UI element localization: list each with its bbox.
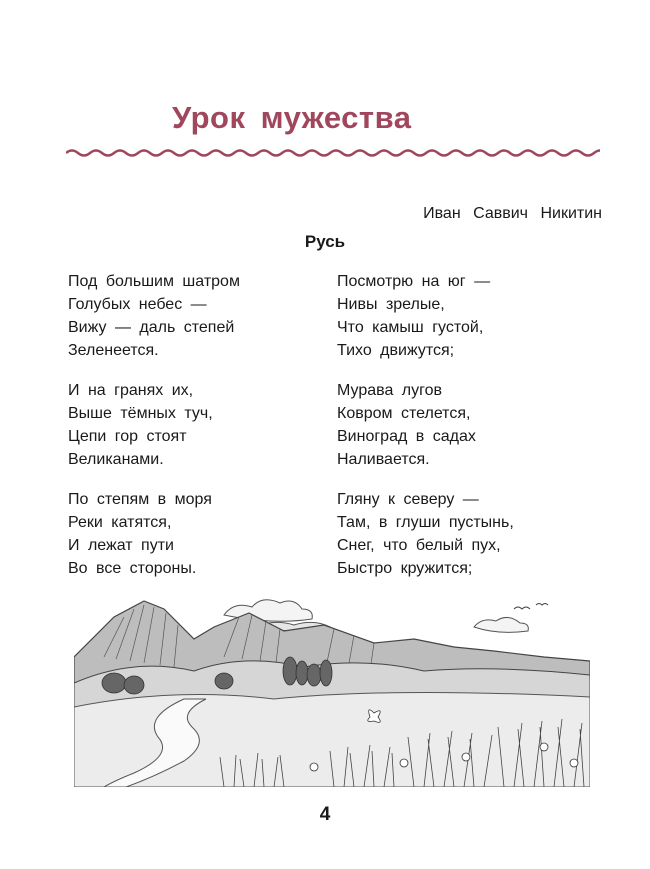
poem-line: Наливается. bbox=[337, 451, 430, 468]
stanza bbox=[337, 270, 514, 362]
stanza bbox=[68, 270, 240, 362]
poem-line: По степям в моря bbox=[68, 491, 212, 508]
poem-line: Там, в глуши пустынь, bbox=[337, 514, 514, 531]
stanza bbox=[68, 379, 240, 471]
poem-line: Ковром стелется, bbox=[337, 405, 471, 422]
poem-line: Реки катятся, bbox=[68, 514, 172, 531]
birds bbox=[514, 604, 548, 610]
poem-line: Голубых небес — bbox=[68, 296, 207, 313]
poem-line: Гляну к северу — bbox=[337, 491, 479, 508]
poem-right-column bbox=[337, 270, 514, 597]
landscape-illustration-icon bbox=[74, 587, 590, 787]
poem-author: Иван Саввич Никитин bbox=[423, 205, 602, 222]
poem-line: Нивы зрелые, bbox=[337, 296, 445, 313]
poem-title: Русь bbox=[304, 232, 346, 251]
poem-line: Мурава лугов bbox=[337, 382, 443, 399]
poem-line: Цепи гор стоят bbox=[68, 428, 187, 445]
poem-line: Тихо движутся; bbox=[337, 342, 455, 359]
poem-left-column bbox=[68, 270, 240, 597]
poem-line: Во все стороны. bbox=[68, 560, 197, 577]
page-number: 4 bbox=[319, 804, 331, 825]
poem-line: Виноград в садах bbox=[337, 428, 476, 445]
poem-line: Под большим шатром bbox=[68, 273, 240, 290]
stanza bbox=[68, 488, 240, 580]
poem-line: Снег, что белый пух, bbox=[337, 537, 501, 554]
poem-line: И на гранях их, bbox=[68, 382, 194, 399]
poem-line: И лежат пути bbox=[68, 537, 174, 554]
stanza bbox=[337, 379, 514, 471]
poem-line: Быстро кружится; bbox=[337, 560, 473, 577]
poem-line: Вижу — даль степей bbox=[68, 319, 235, 336]
section-title: Урок мужества bbox=[172, 100, 412, 135]
poem-line: Зеленеется. bbox=[68, 342, 159, 359]
poem-line: Посмотрю на юг — bbox=[337, 273, 491, 290]
stanza bbox=[337, 488, 514, 580]
poem-line: Что камыш густой, bbox=[337, 319, 484, 336]
poem-line: Выше тёмных туч, bbox=[68, 405, 213, 422]
poem-line: Великанами. bbox=[68, 451, 164, 468]
wavy-divider bbox=[66, 142, 600, 164]
